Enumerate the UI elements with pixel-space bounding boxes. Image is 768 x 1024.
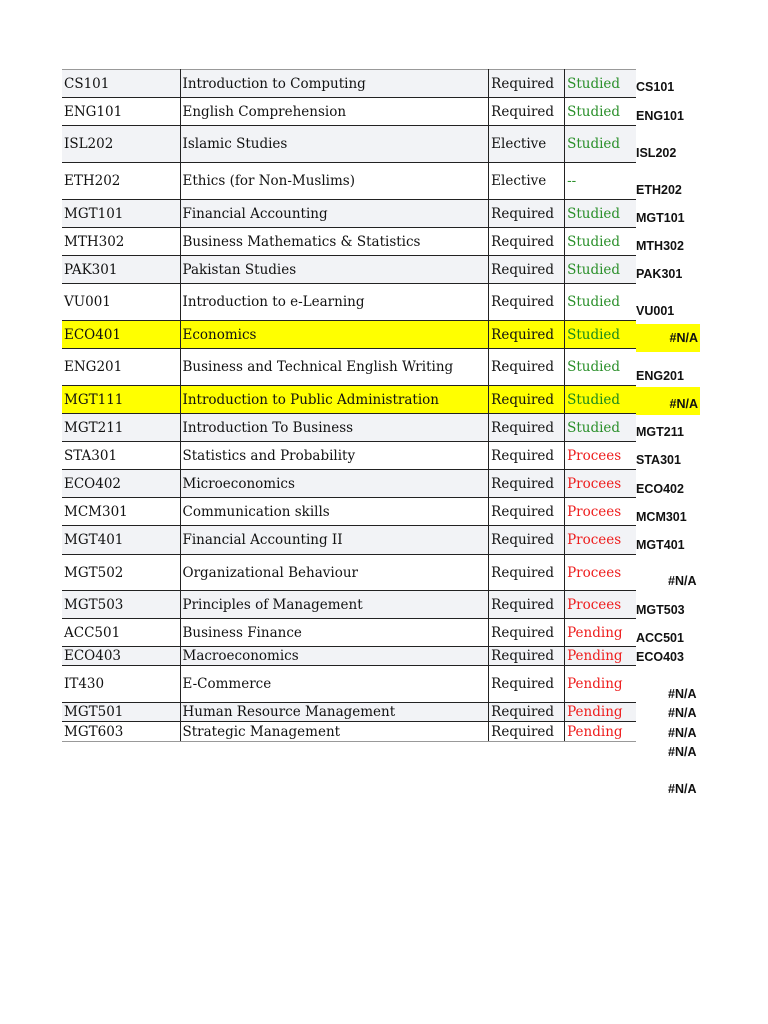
table-row[interactable] [62,70,636,98]
course-title: Organizational Behaviour [180,555,489,591]
course-type: Required [489,647,565,666]
course-code: ECO403 [62,647,180,666]
course-code: MTH302 [62,228,180,256]
lookup-cell-na[interactable]: #N/A [668,706,697,720]
course-code: PAK301 [62,256,180,284]
course-status: Procees [565,470,636,498]
course-code: ECO402 [62,470,180,498]
course-type: Required [489,555,565,591]
course-status: Pending [565,722,636,742]
table-row[interactable] [62,256,636,284]
course-status: Procees [565,591,636,619]
course-status: Studied [565,70,636,98]
course-type: Required [489,498,565,526]
course-status: Studied [565,126,636,163]
course-title: Introduction to Public Administration [180,386,489,414]
table-row[interactable] [62,555,636,591]
course-type: Required [489,619,565,647]
lookup-cell-na[interactable]: #N/A [668,745,697,759]
course-title: Principles of Management [180,591,489,619]
course-type: Required [489,442,565,470]
lookup-cell-na[interactable]: #N/A [668,687,697,701]
course-status: Studied [565,200,636,228]
course-title: Human Resource Management [180,703,489,722]
course-type: Required [489,526,565,555]
course-status: Pending [565,619,636,647]
table-row[interactable] [62,228,636,256]
course-status: Pending [565,666,636,703]
table-row[interactable] [62,703,636,722]
lookup-cell[interactable]: ETH202 [636,183,682,197]
table-row-highlighted[interactable] [62,321,636,349]
course-status: Studied [565,256,636,284]
course-type: Required [489,321,565,349]
course-type: Required [489,228,565,256]
course-status: Studied [565,386,636,414]
table-row[interactable] [62,414,636,442]
table-row[interactable] [62,619,636,647]
course-status: Studied [565,349,636,386]
table-row[interactable] [62,470,636,498]
course-title: Business Mathematics & Statistics [180,228,489,256]
course-title: Business and Technical English Writing [180,349,489,386]
lookup-cell-na[interactable]: #N/A [636,324,700,352]
lookup-cell-na[interactable]: #N/A [668,574,697,588]
course-code: MGT101 [62,200,180,228]
course-title: Introduction to e-Learning [180,284,489,321]
table-row[interactable] [62,722,636,742]
course-title: English Comprehension [180,98,489,126]
course-type: Required [489,470,565,498]
lookup-cell[interactable]: MCM301 [636,510,687,524]
course-status: Procees [565,555,636,591]
course-code: MGT111 [62,386,180,414]
lookup-cell[interactable]: MTH302 [636,239,684,253]
course-code: ENG201 [62,349,180,386]
lookup-cell[interactable]: MGT503 [636,603,685,617]
course-type: Required [489,256,565,284]
course-code: MGT502 [62,555,180,591]
course-status: Studied [565,228,636,256]
course-code: STA301 [62,442,180,470]
course-title: Statistics and Probability [180,442,489,470]
course-type: Required [489,98,565,126]
lookup-cell[interactable]: PAK301 [636,267,683,281]
course-status: Studied [565,414,636,442]
course-title: Microeconomics [180,470,489,498]
course-code: MGT401 [62,526,180,555]
table-row[interactable] [62,284,636,321]
course-type: Required [489,722,565,742]
table-row[interactable] [62,647,636,666]
table-row[interactable] [62,163,636,200]
course-code: MGT503 [62,591,180,619]
table-row[interactable] [62,526,636,555]
course-type: Required [489,703,565,722]
table-row[interactable] [62,591,636,619]
course-title: Business Finance [180,619,489,647]
course-type: Required [489,591,565,619]
course-type: Elective [489,163,565,200]
course-code: ACC501 [62,619,180,647]
lookup-cell-na[interactable]: #N/A [668,726,697,740]
course-title: Introduction to Computing [180,70,489,98]
course-type: Required [489,200,565,228]
lookup-cell[interactable]: ACC501 [636,631,684,645]
table-row[interactable] [62,200,636,228]
course-title: Strategic Management [180,722,489,742]
course-type: Required [489,284,565,321]
lookup-cell[interactable]: MGT211 [636,425,684,439]
lookup-cell[interactable]: MGT401 [636,538,685,552]
course-code: MGT211 [62,414,180,442]
course-code: MGT501 [62,703,180,722]
table-row[interactable] [62,666,636,703]
table-row[interactable] [62,98,636,126]
lookup-cell[interactable]: CS101 [636,80,675,94]
lookup-cell[interactable]: ENG201 [636,369,684,383]
lookup-cell[interactable]: VU001 [636,304,675,318]
course-code: MCM301 [62,498,180,526]
table-row-highlighted[interactable] [62,386,636,414]
course-title: Ethics (for Non-Muslims) [180,163,489,200]
course-title: Introduction To Business [180,414,489,442]
lookup-cell[interactable]: ISL202 [636,146,677,160]
course-status: Studied [565,284,636,321]
course-type: Required [489,70,565,98]
lookup-cell[interactable]: ENG101 [636,109,684,123]
course-code: ENG101 [62,98,180,126]
course-title: Financial Accounting II [180,526,489,555]
course-code: ETH202 [62,163,180,200]
course-status: Procees [565,526,636,555]
lookup-cell[interactable]: STA301 [636,453,681,467]
table-row[interactable] [62,442,636,470]
lookup-cell[interactable]: MGT101 [636,211,685,225]
course-status: Procees [565,498,636,526]
course-type: Required [489,414,565,442]
course-table [62,69,636,742]
course-status: Studied [565,98,636,126]
table-row[interactable] [62,349,636,386]
course-status: Pending [565,703,636,722]
course-title: Islamic Studies [180,126,489,163]
course-code: IT430 [62,666,180,703]
lookup-cell[interactable]: ECO403 [636,650,684,664]
course-code: MGT603 [62,722,180,742]
course-status: Procees [565,442,636,470]
lookup-cell-na[interactable]: #N/A [668,782,697,796]
course-title: E-Commerce [180,666,489,703]
course-status: Studied [565,321,636,349]
course-status: Pending [565,647,636,666]
course-type: Required [489,386,565,414]
course-title: Communication skills [180,498,489,526]
course-title: Macroeconomics [180,647,489,666]
course-type: Required [489,349,565,386]
course-code: ISL202 [62,126,180,163]
course-code: VU001 [62,284,180,321]
course-title: Financial Accounting [180,200,489,228]
course-title: Economics [180,321,489,349]
course-title: Pakistan Studies [180,256,489,284]
course-status: -- [565,163,636,200]
table-row[interactable] [62,126,636,163]
course-code: CS101 [62,70,180,98]
table-row[interactable] [62,498,636,526]
course-type: Required [489,666,565,703]
lookup-cell-na[interactable]: #N/A [636,387,700,415]
course-type: Elective [489,126,565,163]
course-code: ECO401 [62,321,180,349]
lookup-cell[interactable]: ECO402 [636,482,684,496]
